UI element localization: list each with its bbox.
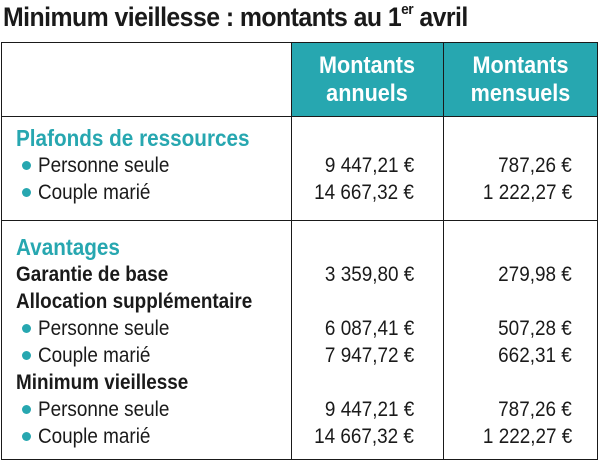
bullet-icon xyxy=(22,432,31,441)
bullet-icon xyxy=(22,351,31,360)
table-row: Personne seule 9 447,21 € 787,26 € xyxy=(2,396,597,423)
amounts-table xyxy=(1,42,598,460)
section-heading-plafonds: Plafonds de ressources xyxy=(16,125,250,151)
bullet-icon xyxy=(22,324,31,333)
header-annual: Montants annuels xyxy=(291,43,443,116)
bullet-icon xyxy=(22,405,31,414)
table-row: Couple marié 7 947,72 € 662,31 € xyxy=(2,342,597,369)
bullet-icon xyxy=(22,161,31,170)
page-title: Minimum vieillesse : montants au 1er avril xyxy=(3,1,468,32)
bullet-icon xyxy=(22,188,31,197)
header-monthly: Montants mensuels xyxy=(444,43,597,116)
row-divider xyxy=(2,116,597,117)
section-heading-avantages: Avantages xyxy=(16,234,120,260)
subsection-heading-allocation: Allocation supplémentaire xyxy=(16,290,253,313)
table-row: Personne seule 6 087,41 € 507,28 € xyxy=(2,315,597,342)
subsection-heading-minimum: Minimum vieillesse xyxy=(16,371,189,394)
row-divider xyxy=(2,220,597,221)
table-row: Personne seule 9 447,21 € 787,26 € xyxy=(2,152,597,179)
table-row: Garantie de base 3 359,80 € 279,98 € xyxy=(16,263,572,286)
table-row: Couple marié 14 667,32 € 1 222,27 € xyxy=(2,423,597,450)
table-row: Couple marié 14 667,32 € 1 222,27 € xyxy=(2,179,597,206)
